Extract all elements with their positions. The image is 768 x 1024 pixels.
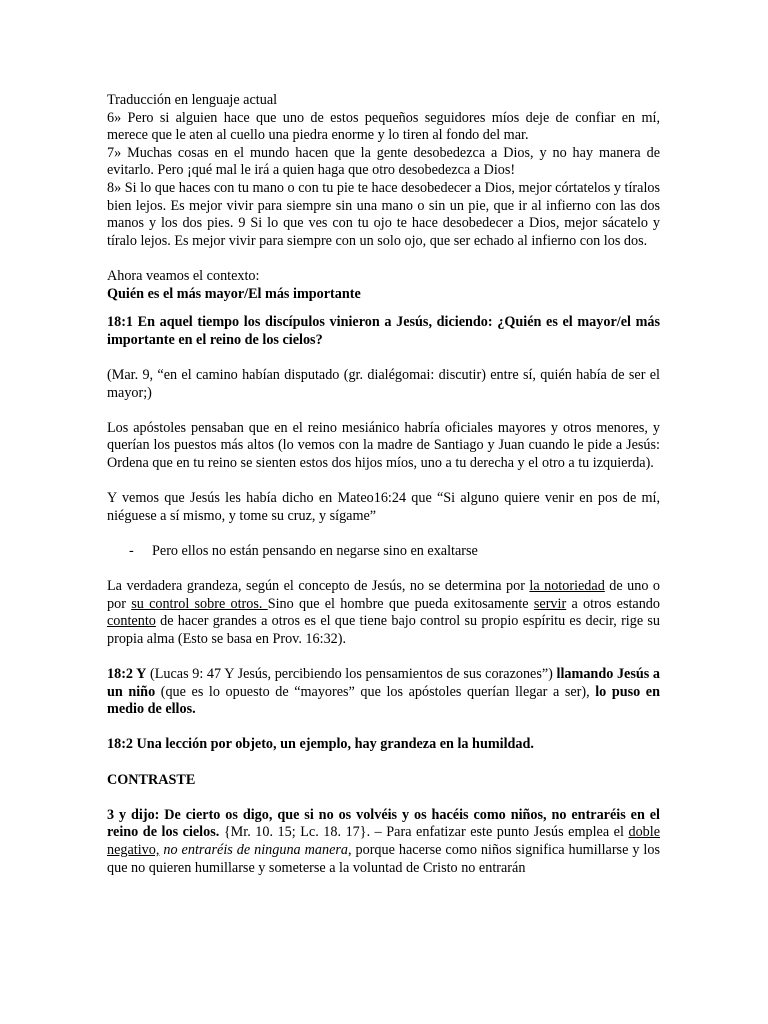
verse-6-paragraph: 6» Pero si alguien hace que uno de estos pequeños seguidores míos deje de confiar en mí, merece que le aten al cuello una piedra enorme y lo tiren al fondo del mar. bbox=[107, 109, 660, 144]
matthew-paragraph: Y vemos que Jesús les había dicho en Mateo16:24 que “Si alguno quiere venir en pos de mí, niéguese a sí mismo, y tome su cruz, y sígame” bbox=[107, 490, 660, 524]
apostles-paragraph: Los apóstoles pensaban que en el reino mesiánico habría oficiales mayores y otros menores, y querían los puestos más altos (lo vemos con la madre de Santiago y Juan cuando le pide a Jesús: Ordena que en tu reino se sienten estos dos hijos míos, uno a tu derecha y el otro a tu izquierda). bbox=[107, 419, 660, 471]
bullet-text: Pero ellos no están pensando en negarse sino en exaltarse bbox=[152, 542, 478, 559]
underlined-servir: servir bbox=[533, 595, 567, 612]
verse-7-paragraph: 7» Muchas cosas en el mundo hacen que la gente desobedezca a Dios, y no hay manera de evitarlo. Pero ¡qué mal le irá a quien haga que otro desobedezca a Dios! bbox=[107, 144, 660, 179]
contrast-heading: CONTRASTE bbox=[107, 771, 196, 788]
verse-18-2-paragraph: 18:2 Y (Lucas 9: 47 Y Jesús, percibiendo los pensamientos de sus corazones”) llamando Jesús a un niño (que es lo opuesto de “mayores” que los apóstoles querían llegar a ser), lo puso en medio de ellos. bbox=[107, 666, 660, 718]
context-title: Quién es el más mayor/El más importante bbox=[107, 285, 361, 302]
document-page bbox=[107, 92, 660, 877]
verse-18-1: 18:1 En aquel tiempo los discípulos vinieron a Jesús, diciendo: ¿Quién es el mayor/el más importante en el reino de los cielos? bbox=[107, 314, 660, 348]
underlined-notoriedad: la notoriedad bbox=[529, 578, 605, 595]
context-intro: Ahora veamos el contexto: bbox=[107, 267, 260, 284]
underlined-control: su control sobre otros. bbox=[131, 595, 268, 612]
underlined-doble-negativo: doble negativo, bbox=[107, 824, 660, 858]
lesson-heading: 18:2 Una lección por objeto, un ejemplo, hay grandeza en la humildad. bbox=[107, 736, 534, 753]
verse-8-paragraph: 8» Si lo que haces con tu mano o con tu pie te hace desobedecer a Dios, mejor córtatelos y tíralos bien lejos. Es mejor vivir para siempre sin una mano o sin un pie, que ir al infierno con las dos manos y los dos pies. 9 Si lo que ves con tu ojo te hace desobedecer a Dios, mejor sácatelo y tíralo lejos. Es mejor vivir para siempre con un solo ojo, que ser echado al infierno con los dos. bbox=[107, 179, 660, 249]
mark-note-paragraph: (Mar. 9, “en el camino habían disputado (gr. dialégomai: discutir) entre sí, quién había de ser el mayor;) bbox=[107, 366, 660, 401]
bullet-marker: - bbox=[129, 542, 134, 559]
bullet-item bbox=[129, 543, 660, 561]
underlined-contento: contento bbox=[107, 613, 156, 630]
verse-3-paragraph: 3 y dijo: De cierto os digo, que si no os volvéis y os hacéis como niños, no entraréis en el reino de los cielos. {Mr. 10. 15; Lc. 18. 17}. – Para enfatizar este punto Jesús emplea el doble negativo, no entraréis de ninguna manera, porque hacerse como niños significa humillarse y los que no quieren humillarse y someterse a la voluntad de Cristo no entrarán bbox=[107, 806, 660, 876]
greatness-paragraph: La verdadera grandeza, según el concepto de Jesús, no se determina por la notoriedad de uno o por su control sobre otros. Sino que el hombre que pueda exitosamente servir a otros estando contento de hacer grandes a otros es el que tiene bajo control su propio espíritu es decir, rige su propia alma (Esto se basa en Prov. 16:32). bbox=[107, 578, 660, 647]
translation-heading: Traducción en lenguaje actual bbox=[107, 92, 278, 108]
